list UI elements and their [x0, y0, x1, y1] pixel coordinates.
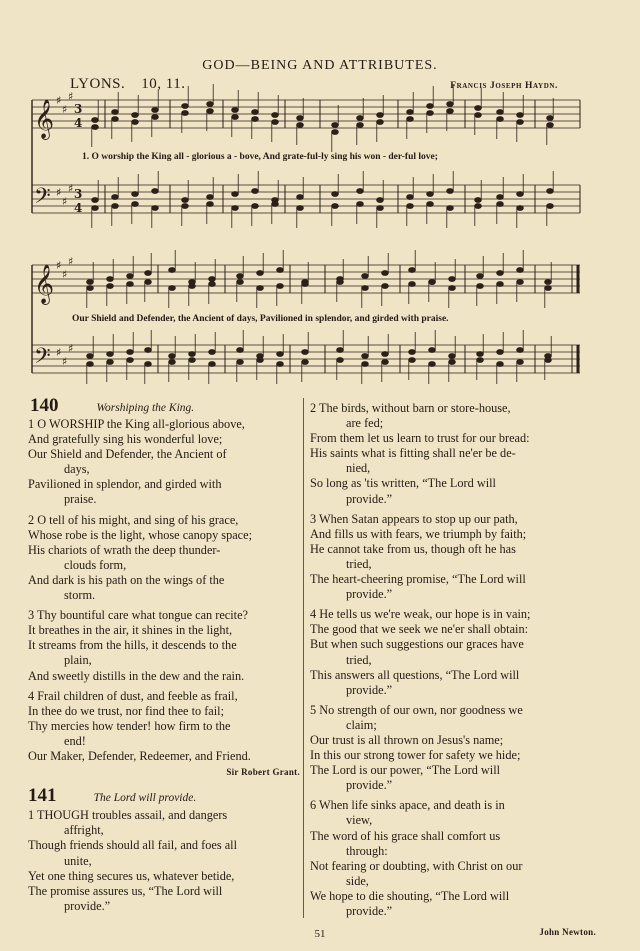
note-head	[132, 113, 139, 118]
note-head	[357, 202, 364, 207]
note-head	[377, 206, 384, 211]
verse-line: In thee do we trust, nor find thee to fail;	[28, 703, 225, 718]
page-number: 51	[314, 928, 326, 940]
verse-line: plain,	[64, 653, 92, 668]
note-head	[207, 202, 214, 207]
note-head	[232, 108, 239, 113]
verse-line: Though friends should all fail, and foes all	[28, 838, 237, 853]
note-head	[357, 116, 364, 121]
note-head	[337, 348, 344, 353]
svg-text:4: 4	[74, 201, 83, 215]
verse-line: So long as 'tis written, “The Lord will	[310, 476, 496, 491]
note-head	[332, 192, 339, 197]
note-head	[132, 202, 139, 207]
key-signature	[56, 90, 73, 368]
hymn-title: Worshiping the King.	[96, 402, 195, 414]
note-head	[297, 195, 304, 200]
verse-line: From them let us learn to trust for our bread:	[310, 431, 530, 446]
hymn-141-stanza-3	[310, 512, 610, 603]
note-head	[447, 109, 454, 114]
note-head	[517, 268, 524, 273]
verse-line: It streams from the hills, it descends to the	[28, 638, 237, 653]
tune-meter: 10, 11.	[141, 76, 186, 92]
note-head	[232, 192, 239, 197]
note-head	[209, 282, 216, 287]
verse-line: provide.”	[346, 682, 393, 697]
verse-line: And fills us with fears, we triumph by faith;	[310, 526, 527, 541]
verse-line: But when such suggestions our graces have	[310, 637, 524, 652]
verse-line: Our Maker, Defender, Redeemer, and Friend.	[28, 748, 251, 763]
note-head	[107, 360, 114, 365]
note-head	[169, 354, 176, 359]
verse-line: Not fearing or doubting, with Christ on our	[310, 858, 523, 873]
treble-clef-icon: 𝄞	[34, 99, 55, 139]
hymn-141-stanza-2	[310, 401, 610, 507]
note-head	[145, 362, 152, 367]
note-head	[209, 350, 216, 355]
note-head	[169, 286, 176, 291]
note-head	[477, 274, 484, 279]
note-head	[252, 110, 259, 115]
note-head	[337, 358, 344, 363]
note-head	[127, 350, 134, 355]
verse-line: The Lord is our power, “The Lord will	[310, 763, 501, 778]
hymn-140-heading	[30, 395, 194, 417]
note-head	[145, 280, 152, 285]
note-head	[92, 206, 99, 211]
verse-line: It breathes in the air, it shines in the light,	[28, 623, 233, 638]
verse-line: 3 When Satan appears to stop up our path,	[310, 511, 518, 526]
svg-text:3: 3	[74, 102, 83, 116]
svg-text:♯: ♯	[62, 103, 68, 116]
note-head	[357, 123, 364, 128]
svg-text:♯: ♯	[56, 94, 62, 107]
note-head	[477, 352, 484, 357]
note-head	[332, 123, 339, 128]
note-head	[449, 286, 456, 291]
verse-line: days,	[64, 462, 90, 477]
note-head	[427, 111, 434, 116]
note-head	[475, 198, 482, 203]
note-head	[545, 280, 552, 285]
verse-line: provide.”	[346, 904, 393, 918]
verse-line: The good that we seek we ne'er shall obtain:	[310, 622, 529, 637]
hymn-140-stanza-2	[28, 513, 300, 604]
note-head	[517, 192, 524, 197]
note-head	[475, 106, 482, 111]
note-head	[182, 204, 189, 209]
note-head	[447, 206, 454, 211]
note-head	[517, 348, 524, 353]
svg-text:♯: ♯	[68, 255, 74, 268]
note-head	[407, 195, 414, 200]
note-head	[362, 362, 369, 367]
note-head	[497, 195, 504, 200]
note-head	[545, 286, 552, 291]
note-head	[547, 116, 554, 121]
column-divider	[303, 398, 304, 918]
note-head	[169, 360, 176, 365]
verse-line: praise.	[64, 492, 97, 507]
note-head	[407, 204, 414, 209]
note-head	[497, 117, 504, 122]
verse-line: Whose robe is the light, whose canopy space;	[28, 527, 253, 542]
note-head	[377, 120, 384, 125]
verse-line: The promise assures us, “The Lord will	[28, 883, 223, 898]
verse-line: And sweetly distills in the dew and the rain.	[28, 668, 245, 683]
lyric-line-2: Our Shield and Defender, the Ancient of days, Pavilioned in splendor, and girded with praise.	[72, 314, 449, 324]
note-head	[237, 348, 244, 353]
hymn-number: 140	[30, 395, 59, 416]
note-head	[409, 350, 416, 355]
note-head	[207, 195, 214, 200]
note-head	[427, 192, 434, 197]
svg-text:♯: ♯	[56, 259, 62, 272]
note-head	[189, 352, 196, 357]
hymn-140-stanza-4	[28, 689, 300, 764]
svg-text:♯: ♯	[68, 90, 74, 103]
note-head	[497, 202, 504, 207]
note-head	[132, 192, 139, 197]
note-head	[207, 109, 214, 114]
note-head	[257, 358, 264, 363]
note-head	[297, 116, 304, 121]
note-head	[475, 113, 482, 118]
verse-line: 6 When life sinks apace, and death is in	[310, 798, 505, 813]
note-head	[209, 277, 216, 282]
note-head	[497, 362, 504, 367]
verse-line: claim;	[346, 717, 377, 732]
bass-clef-icon: 𝄢	[34, 184, 51, 214]
verse-line: clouds form,	[64, 557, 127, 572]
note-head	[237, 274, 244, 279]
verse-line: provide.”	[346, 778, 393, 793]
verse-line: 3 Thy bountiful care what tongue can recite?	[28, 608, 249, 623]
verse-line: provide.”	[64, 898, 111, 913]
verse-line: tried,	[346, 556, 372, 571]
note-head	[169, 268, 176, 273]
composer-credit: Francis Joseph Haydn.	[450, 81, 558, 91]
verse-line: affright,	[64, 823, 104, 838]
hymn-141-author: John Newton.	[539, 927, 596, 938]
verse-line: Thy mercies how tender! how firm to the	[28, 718, 231, 733]
note-head	[302, 360, 309, 365]
hymn-141-stanza-6	[310, 798, 610, 919]
tune-name: LYONS.	[70, 76, 126, 92]
note-head	[152, 206, 159, 211]
note-head	[182, 104, 189, 109]
hymn-140-author: Sir Robert Grant.	[226, 767, 300, 778]
note-head	[87, 286, 94, 291]
note-head	[272, 120, 279, 125]
verse-line: unite,	[64, 853, 92, 868]
note-head	[207, 102, 214, 107]
svg-text:♯: ♯	[62, 195, 68, 208]
hymn-141-stanza-4	[310, 607, 610, 698]
verse-line: 5 No strength of our own, nor goodness we	[310, 702, 523, 717]
svg-text:♯: ♯	[62, 268, 68, 281]
note-head	[517, 360, 524, 365]
note-head	[252, 189, 259, 194]
note-head	[112, 110, 119, 115]
section-title: GOD—BEING AND ATTRIBUTES.	[202, 58, 438, 73]
note-head	[87, 362, 94, 367]
hymn-140-stanza-1	[28, 417, 300, 508]
note-head	[232, 115, 239, 120]
verse-line: The heart-cheering promise, “The Lord will	[310, 572, 526, 587]
hymn-141-stanza-5	[310, 703, 610, 794]
note-head	[112, 195, 119, 200]
note-head	[497, 350, 504, 355]
staff-lines	[32, 100, 580, 373]
verse-line: provide.”	[346, 491, 393, 506]
note-head	[449, 354, 456, 359]
note-head	[332, 204, 339, 209]
note-head	[127, 274, 134, 279]
staff-treble-2	[32, 265, 580, 293]
note-head	[87, 354, 94, 359]
note-head	[545, 358, 552, 363]
note-head	[427, 104, 434, 109]
note-head	[497, 110, 504, 115]
note-head	[447, 189, 454, 194]
music-score	[0, 0, 640, 400]
note-head	[362, 354, 369, 359]
hymn-141-stanza-1	[28, 808, 300, 914]
note-head	[127, 358, 134, 363]
svg-text:♯: ♯	[68, 342, 74, 355]
note-head	[209, 362, 216, 367]
note-head	[252, 117, 259, 122]
note-head	[477, 284, 484, 289]
hymn-141-heading	[28, 785, 300, 807]
note-head	[357, 189, 364, 194]
note-head	[547, 189, 554, 194]
right-column	[310, 401, 610, 940]
note-head	[362, 286, 369, 291]
verse-line: 2 O tell of his might, and sing of his grace,	[28, 512, 239, 527]
note-head	[232, 206, 239, 211]
note-head	[112, 117, 119, 122]
note-head	[107, 284, 114, 289]
left-column	[28, 417, 300, 914]
verse-line: Yet one thing secures us, whatever betide,	[28, 868, 235, 883]
note-head	[127, 282, 134, 287]
verse-line: end!	[64, 733, 86, 748]
verse-line: are fed;	[346, 416, 384, 431]
svg-text:♯: ♯	[56, 346, 62, 359]
note-head	[409, 268, 416, 273]
note-head	[189, 284, 196, 289]
note-head	[362, 274, 369, 279]
treble-clef-icon: 𝄞	[34, 264, 55, 304]
note-head	[427, 202, 434, 207]
note-head	[145, 271, 152, 276]
note-head	[107, 277, 114, 282]
note-head	[237, 280, 244, 285]
hymn-title: The Lord will provide.	[93, 792, 197, 805]
verse-line: His chariots of wrath the deep thunder-	[28, 542, 221, 557]
verse-line: storm.	[64, 588, 96, 603]
verse-line: through:	[346, 843, 388, 858]
lyric-line-1: 1. O worship the King all - glorious a - bove, And grate-ful-ly sing his won - der-ful love;	[82, 152, 438, 162]
note-head	[407, 117, 414, 122]
note-head	[257, 286, 264, 291]
verse-line: Pavilioned in splendor, and girded with	[28, 477, 222, 492]
note-head	[297, 206, 304, 211]
note-head	[297, 123, 304, 128]
verse-line: The word of his grace shall comfort us	[310, 828, 501, 843]
note-head	[272, 202, 279, 207]
note-head	[517, 120, 524, 125]
note-head	[497, 271, 504, 276]
verse-line: tried,	[346, 652, 372, 667]
note-head	[92, 198, 99, 203]
note-head	[107, 352, 114, 357]
note-head	[92, 118, 99, 123]
verse-line: Our Shield and Defender, the Ancient of	[28, 447, 227, 462]
note-head	[112, 204, 119, 209]
note-head	[152, 189, 159, 194]
bass-clef-icon: 𝄢	[34, 344, 51, 374]
svg-text:3: 3	[74, 187, 83, 201]
note-head	[382, 352, 389, 357]
note-head	[409, 358, 416, 363]
verse-line: And gratefully sing his wonderful love;	[28, 432, 223, 447]
note-head	[277, 362, 284, 367]
note-head	[145, 348, 152, 353]
note-head	[237, 360, 244, 365]
verse-line: We hope to die shouting, “The Lord will	[310, 888, 510, 903]
note-head	[257, 271, 264, 276]
verse-line: In this our strong tower for safety we hide;	[310, 748, 521, 763]
note-head	[272, 113, 279, 118]
note-head	[382, 360, 389, 365]
note-head	[429, 348, 436, 353]
note-head	[337, 280, 344, 285]
note-head	[547, 123, 554, 128]
note-head	[382, 271, 389, 276]
svg-text:♯: ♯	[62, 355, 68, 368]
note-head	[429, 280, 436, 285]
verse-line: He cannot take from us, though oft he has	[310, 541, 516, 556]
verse-line: side,	[346, 873, 369, 888]
note-head	[449, 277, 456, 282]
note-heads	[87, 84, 554, 384]
note-head	[517, 206, 524, 211]
svg-text:♯: ♯	[68, 182, 74, 195]
note-head	[87, 280, 94, 285]
verse-line: 1 THOUGH troubles assail, and dangers	[28, 808, 228, 823]
note-head	[302, 350, 309, 355]
note-head	[429, 362, 436, 367]
note-head	[277, 352, 284, 357]
note-head	[477, 358, 484, 363]
verse-line: nied,	[346, 461, 371, 476]
note-head	[517, 280, 524, 285]
note-head	[517, 113, 524, 118]
verse-line: 4 Frail children of dust, and feeble as frail,	[28, 688, 238, 703]
note-head	[547, 204, 554, 209]
verse-line: His saints what is fitting shall ne'er be de-	[310, 446, 516, 461]
hymn-number: 141	[28, 785, 57, 807]
note-head	[407, 110, 414, 115]
note-head	[377, 198, 384, 203]
note-head	[497, 282, 504, 287]
note-head	[409, 282, 416, 287]
note-head	[182, 198, 189, 203]
note-head	[377, 113, 384, 118]
verse-line: And dark is his path on the wings of the	[28, 572, 225, 587]
verse-line: 1 O WORSHIP the King all-glorious above,	[28, 417, 245, 431]
verse-line: provide.”	[346, 587, 393, 602]
note-head	[447, 102, 454, 107]
verse-line: 4 He tells us we're weak, our hope is in vain;	[310, 607, 531, 622]
verse-line: view,	[346, 813, 373, 828]
hymn-140-stanza-3	[28, 608, 300, 683]
note-head	[189, 358, 196, 363]
note-head	[152, 115, 159, 120]
svg-text:4: 4	[74, 116, 83, 130]
verse-line: 2 The birds, without barn or store-house,	[310, 401, 511, 415]
note-head	[277, 268, 284, 273]
note-head	[252, 204, 259, 209]
note-head	[92, 125, 99, 130]
note-head	[332, 130, 339, 135]
svg-text:♯: ♯	[56, 186, 62, 199]
note-head	[302, 282, 309, 287]
note-head	[182, 111, 189, 116]
note-head	[475, 204, 482, 209]
verse-line: Our trust is all thrown on Jesus's name;	[310, 732, 504, 747]
note-head	[382, 284, 389, 289]
note-head	[152, 108, 159, 113]
note-head	[449, 360, 456, 365]
note-head	[277, 284, 284, 289]
note-head	[132, 120, 139, 125]
verse-line: This answers all questions, “The Lord will	[310, 667, 520, 682]
